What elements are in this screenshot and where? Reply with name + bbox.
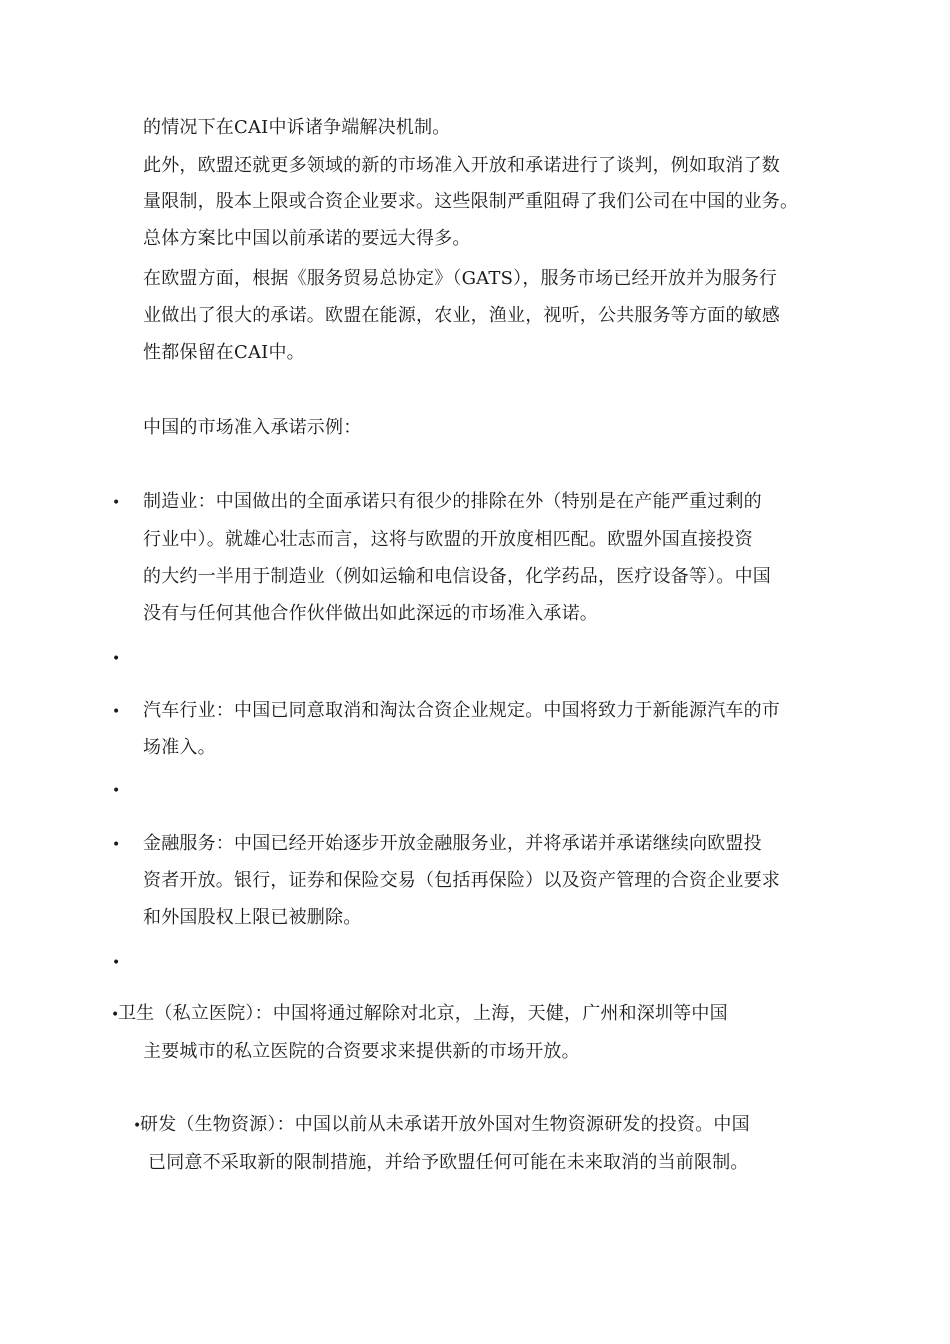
bullet-icon: • <box>133 1118 142 1134</box>
paragraph-more-line-2: 量限制，股本上限或合资企业要求。这些限制严重阻碍了我们公司在中国的业务。 <box>143 191 799 212</box>
item-health-line-2: 主要城市的私立医院的合资要求来提供新的市场开放。 <box>143 1041 580 1062</box>
paragraph-eu-line-1: 在欧盟方面，根据《服务贸易总协定》（GATS），服务市场已经开放并为服务行 <box>143 268 778 289</box>
bullet-icon: • <box>111 1007 120 1023</box>
paragraph-more-line-1: 此外，欧盟还就更多领域的新的市场准入开放和承诺进行了谈判，例如取消了数 <box>143 155 780 176</box>
bullet-icon: • <box>112 495 121 511</box>
item-finance-line-2: 资者开放。银行，证券和保险交易（包括再保险）以及资产管理的合资企业要求 <box>143 870 780 891</box>
paragraph-more-line-3: 总体方案比中国以前承诺的要远大得多。 <box>143 228 471 249</box>
item-automotive-line-1: 汽车行业：中国已同意取消和淘汰合资企业规定。中国将致力于新能源汽车的市 <box>143 700 780 721</box>
item-finance-line-3: 和外国股权上限已被删除。 <box>143 907 362 928</box>
bullet-icon: • <box>112 955 121 971</box>
item-manufacturing-line-2: 行业中）。就雄心壮志而言，这将与欧盟的开放度相匹配。欧盟外国直接投资 <box>143 529 753 550</box>
bullet-icon: • <box>112 651 121 667</box>
bullet-icon: • <box>112 837 121 853</box>
bullet-icon: • <box>112 783 121 799</box>
item-automotive-line-2: 场准入。 <box>143 737 216 758</box>
paragraph-intro-line: 的情况下在CAI中诉诸争端解决机制。 <box>143 117 451 138</box>
item-manufacturing-line-4: 没有与任何其他合作伙伴做出如此深远的市场准入承诺。 <box>143 603 598 624</box>
item-rnd-line-2: 已同意不采取新的限制措施，并给予欧盟任何可能在未来取消的当前限制。 <box>148 1152 749 1173</box>
paragraph-eu-line-2: 业做出了很大的承诺。欧盟在能源，农业，渔业，视听，公共服务等方面的敏感 <box>143 305 780 326</box>
item-health-line-1: 卫生（私立医院）：中国将通过解除对北京，上海，天健，广州和深圳等中国 <box>118 1003 728 1024</box>
item-manufacturing-line-1: 制造业：中国做出的全面承诺只有很少的排除在外（特别是在产能严重过剩的 <box>143 491 762 512</box>
item-finance-line-1: 金融服务：中国已经开始逐步开放金融服务业，并将承诺并承诺继续向欧盟投 <box>143 833 762 854</box>
bullet-icon: • <box>112 704 121 720</box>
item-manufacturing-line-3: 的大约一半用于制造业（例如运输和电信设备，化学药品，医疗设备等）。中国 <box>143 566 771 587</box>
examples-heading: 中国的市场准入承诺示例： <box>143 417 362 438</box>
paragraph-eu-line-3: 性都保留在CAI中。 <box>143 342 305 363</box>
item-rnd-line-1: 研发（生物资源）：中国以前从未承诺开放外国对生物资源研发的投资。中国 <box>140 1114 750 1135</box>
